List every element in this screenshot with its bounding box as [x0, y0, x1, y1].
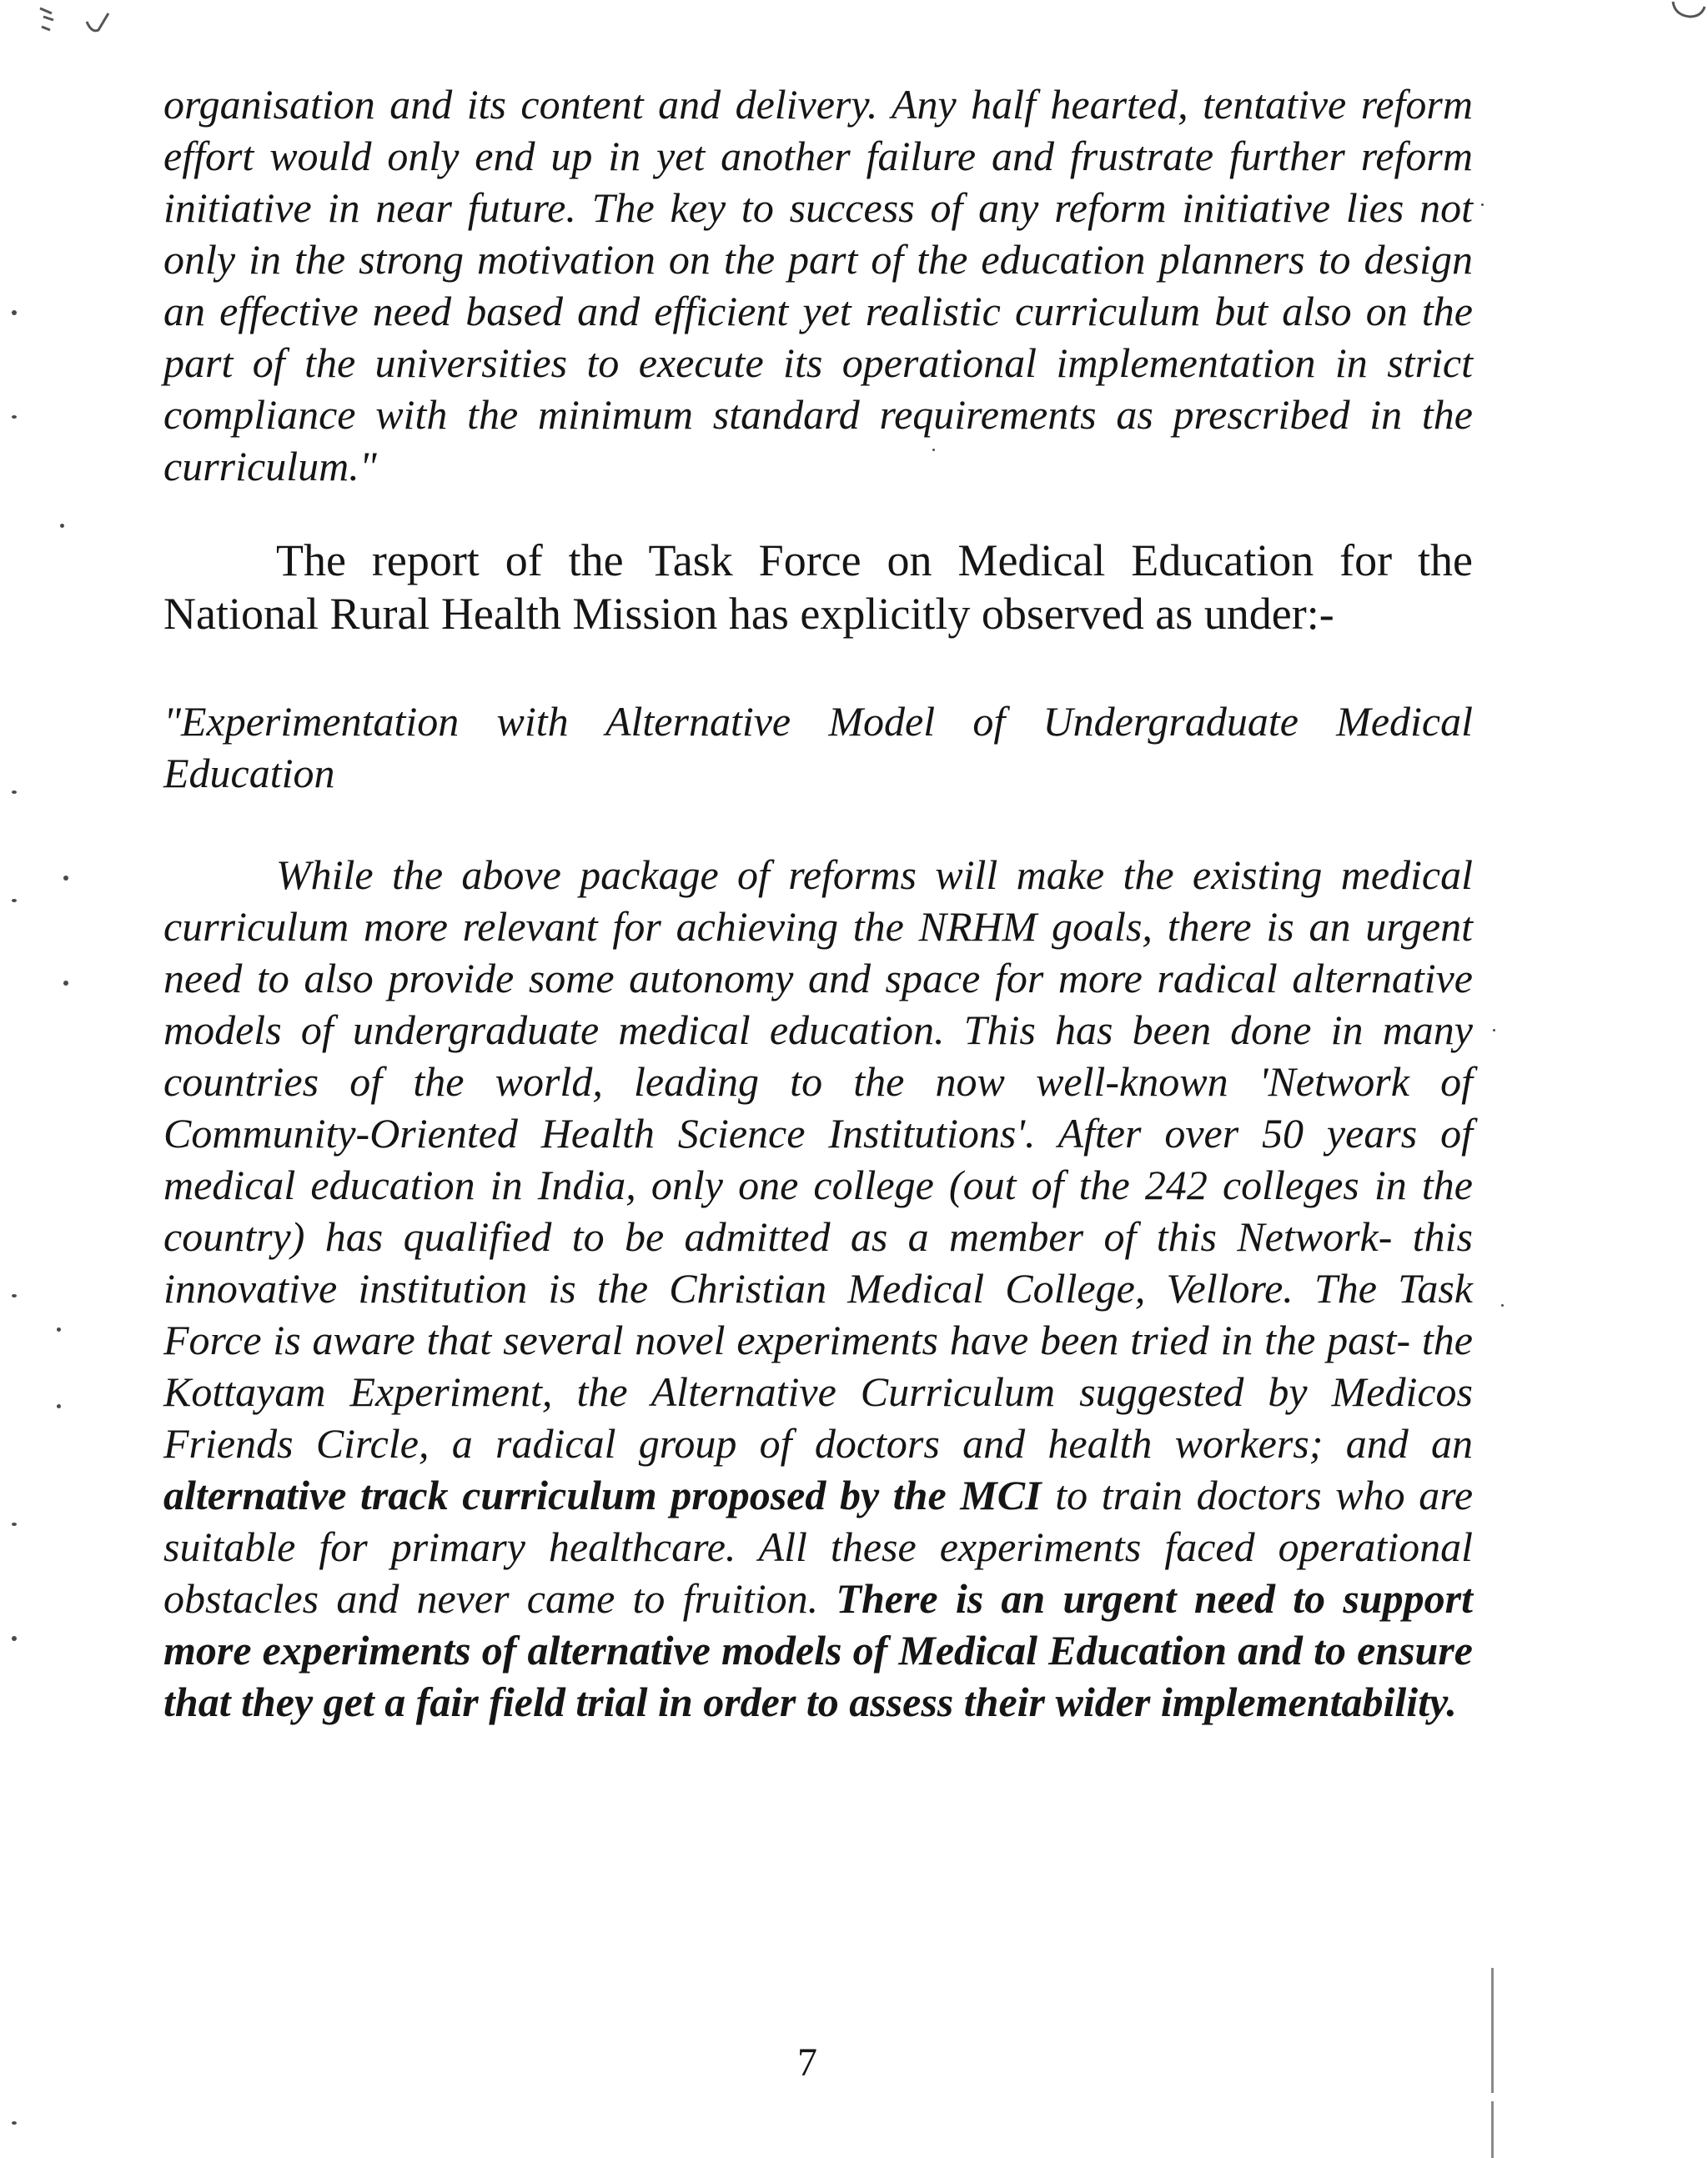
scan-dot — [12, 310, 17, 315]
scan-dot — [12, 1523, 17, 1526]
body-bold-run: alternative track curriculum proposed by the MCI — [163, 1472, 1042, 1518]
scan-dot — [12, 1294, 17, 1297]
body-text-run: While the above package of reforms will make the existing medical curriculum more relevant for achieving the NRHM goals, there is an urgent need to also provide some autonomy and space for more radical alternative models of undergraduate medical education. This has been done in many countries of the world, leading to the now well-known 'Network of Community-Oriented Health Science Institutions'. After over 50 years of medical education in India, only one college (out of the 242 colleges in the country) has qualified to be admitted as a member of this Network- this innovative institution is the Christian Medical College, Vellore. The Task Force is aware that several novel experiments have been tried in the past- the Kottayam Experiment, the Alternative Curriculum suggested by Medicos Friends Circle, a radical group of doctors and health workers; and an — [163, 851, 1473, 1467]
scan-dot — [12, 790, 17, 794]
scan-dot — [1493, 1029, 1495, 1031]
scan-dot — [57, 1404, 61, 1408]
body-bold-run: There is an urgent need to support more experiments of alternative models of Medical Education and to ensure that they get a fair field trial in order to assess their wider implementability. — [163, 1575, 1474, 1725]
report-intro-paragraph: The report of the Task Force on Medical Education for the National Rural Health Mission has explicitly observed as under:- — [163, 535, 1473, 639]
scan-dot — [63, 981, 68, 986]
scan-dot — [63, 876, 68, 881]
quoted-section-heading — [163, 695, 1473, 799]
report-intro — [163, 534, 1473, 640]
quoted-body — [163, 849, 1473, 1728]
scan-dot — [1501, 1304, 1504, 1307]
scan-dot — [60, 524, 64, 528]
scan-dot — [57, 1327, 61, 1332]
scan-edge-line — [1491, 2101, 1494, 2158]
scan-dot — [12, 1636, 17, 1641]
scan-artifact-top-left — [37, 5, 128, 42]
section-heading-text: "Experimentation with Alternative Model of Undergraduate Medical Education — [163, 698, 1473, 796]
quoted-body-paragraph — [163, 849, 1473, 1728]
scan-artifact-top-right — [1670, 0, 1708, 22]
continued-quote — [163, 78, 1473, 492]
scan-dot — [12, 899, 17, 902]
scan-dot — [12, 2121, 17, 2125]
scan-dot — [1481, 203, 1484, 206]
continued-quote-paragraph: organisation and its content and delivery. Any half hearted, tentative reform effort would only end up in yet another failure and frustrate further reform initiative in near future. The key to success of any reform initiative lies not only in the strong motivation on the part of the education planners to design an effective need based and efficient yet realistic curriculum but also on the part of the universities to execute its operational implementation in strict compliance with the minimum standard requirements as prescribed in the curriculum." — [163, 81, 1473, 489]
page-number: 7 — [797, 2040, 817, 2085]
scan-dot — [12, 415, 17, 419]
body-text-run: to train doctors who are suitable for primary healthcare. All these experiments faced operational obstacles and never came to fruition. — [163, 1472, 1474, 1622]
